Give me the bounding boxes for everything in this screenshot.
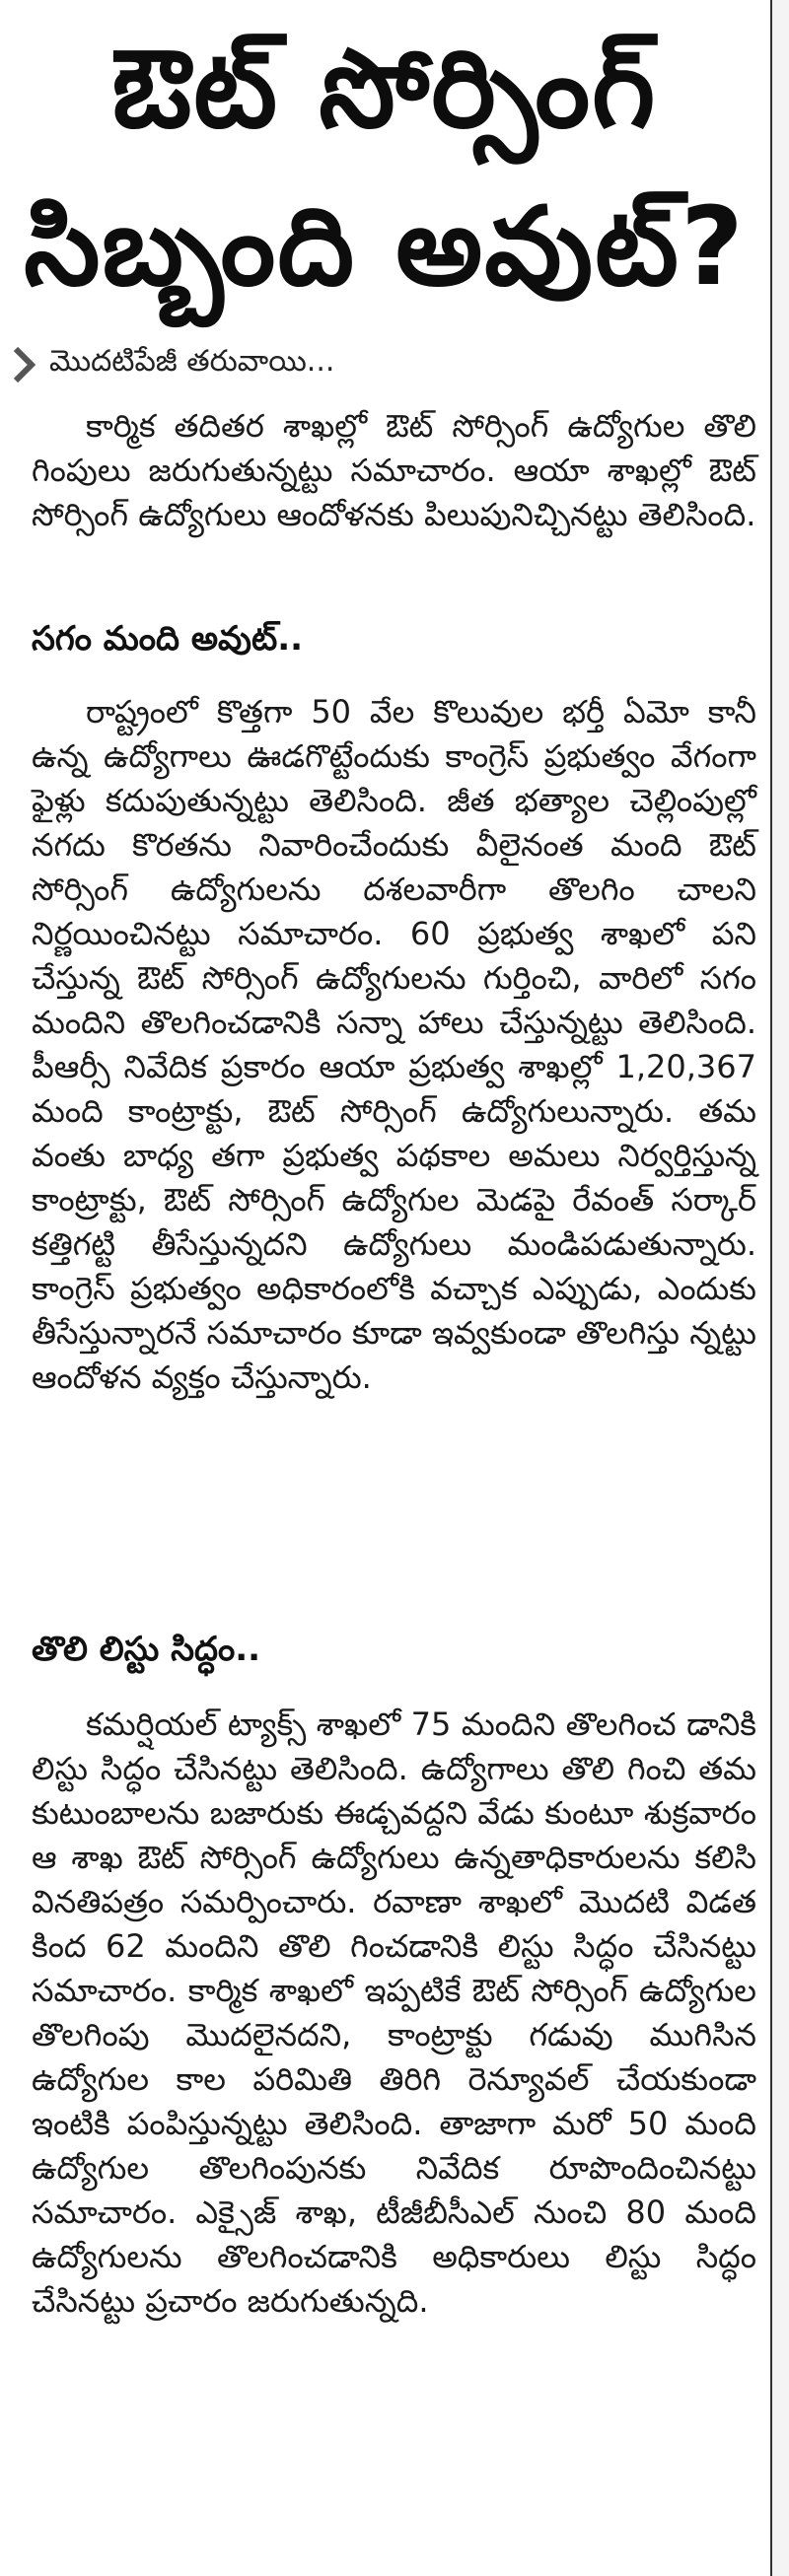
page-margin (772, 0, 789, 2576)
headline-line-2: సిబ్బంది అవుట్? (24, 183, 746, 310)
continuation-text: మొదటిపేజీ తరువాయి... (49, 344, 335, 379)
article-paragraph-3 (32, 1703, 756, 2324)
paragraph-text: రాష్ట్రంలో కొత్తగా 50 వేల కొలువుల భర్తీ ఏమో కానీ ఉన్న ఉద్యోగాలు ఊడగొట్టేందుకు కాంగ్రెస్ ప్రభుత్వం వేగంగా ఫైళ్లు కదుపుతున్నట్టు తెలిసింది. జీత భత్యాల చెల్లింపుల్లో నగదు కొరతను నివారించేందుకు వీలైనంత మంది ఔట్ సోర్సింగ్ ఉద్యోగులను దశలవారీగా తొలగిం చాలని నిర్ణయించినట్టు సమాచారం. 60 ప్రభుత్వ శాఖలో పని చేస్తున్న ఔట్ సోర్సింగ్ ఉద్యోగులను గుర్తించి, వారిలో సగం మందిని తొలగించడానికి సన్నా హాలు చేస్తున్నట్టు తెలిసింది. పీఆర్సీ నివేదిక ప్రకారం ఆయా ప్రభుత్వ శాఖల్లో 1,20,367 మంది కాంట్రాక్టు, ఔట్ సోర్సింగ్ ఉద్యోగులున్నారు. తమ వంతు బాధ్య తగా ప్రభుత్వ పథకాల అమలు నిర్వర్తిస్తున్న కాంట్రాక్టు, ఔట్ సోర్సింగ్ ఉద్యోగుల మెడపై రేవంత్ సర్కార్ కత్తిగట్టి తీసేస్తున్నదని ఉద్యోగులు మండిపడుతున్నారు. కాంగ్రెస్ ప్రభుత్వం అధికారంలోకి వచ్చాక ఎప్పుడు, ఎందుకు తీసేస్తున్నారనే సమాచారం కూడా ఇవ్వకుండా తొలగిస్తు న్నట్టు ఆందోళన వ్యక్తం చేస్తున్నారు. (32, 693, 756, 1396)
chevron-right-icon (8, 343, 39, 386)
article-paragraph-2 (32, 690, 756, 1400)
continuation-marker (0, 335, 334, 394)
subheading-1: సగం మంది అవుట్.. (32, 619, 304, 659)
paragraph-text: కమర్షియల్ ట్యాక్స్ శాఖలో 75 మందిని తొలగించ డానికి లిస్టు సిద్ధం చేసినట్టు తెలిసింది. ఉద్యోగాలు తొలి గించి తమ కుటుంబాలను బజారుకు ఈడ్చవద్దని వేడు కుంటూ శుక్రవారం ఆ శాఖ ఔట్ సోర్సింగ్ ఉద్యోగులు ఉన్నతాధికారులను కలిసి వినతిపత్రం సమర్పించారు. రవాణా శాఖలో మొదటి విడత కింద 62 మందిని తొలి గించడానికి లిస్టు సిద్ధం చేసినట్టు సమాచారం. కార్మిక శాఖలో ఇప్పటికే ఔట్ సోర్సింగ్ ఉద్యోగుల తొలగింపు మొదలైనదని, కాంట్రాక్టు గడువు ముగిసిన ఉద్యోగుల కాల పరిమితి తిరిగి రెన్యూవల్ చేయకుండా ఇంటికి పంపిస్తున్నట్టు తెలిసింది. తాజాగా మరో 50 మంది ఉద్యోగుల తొలగింపునకు నివేదిక రూపొందించినట్టు సమాచారం. ఎక్సైజ్ శాఖ, టీజీబీసీఎల్ నుంచి 80 మంది ఉద్యోగులను తొలగించడానికి అధికారులు లిస్టు సిద్ధం చేసినట్టు ప్రచారం జరుగుతున్నది. (32, 1706, 756, 2320)
subheading-2: తొలి లిస్టు సిద్ధం.. (32, 1630, 261, 1669)
paragraph-text: కార్మిక తదితర శాఖల్లో ఔట్ సోర్సింగ్ ఉద్యోగుల తొలి గింపులు జరుగుతున్నట్టు సమాచారం. ఆయా శాఖల్లో ఔట్ సోర్సింగ్ ఉద్యోగులు ఆందోళనకు పిలుపునిచ్చినట్టు తెలిసింది. (32, 407, 756, 533)
article-paragraph-1 (32, 404, 756, 537)
headline-line-1: ఔట్ సోర్సింగ్ (111, 26, 658, 152)
